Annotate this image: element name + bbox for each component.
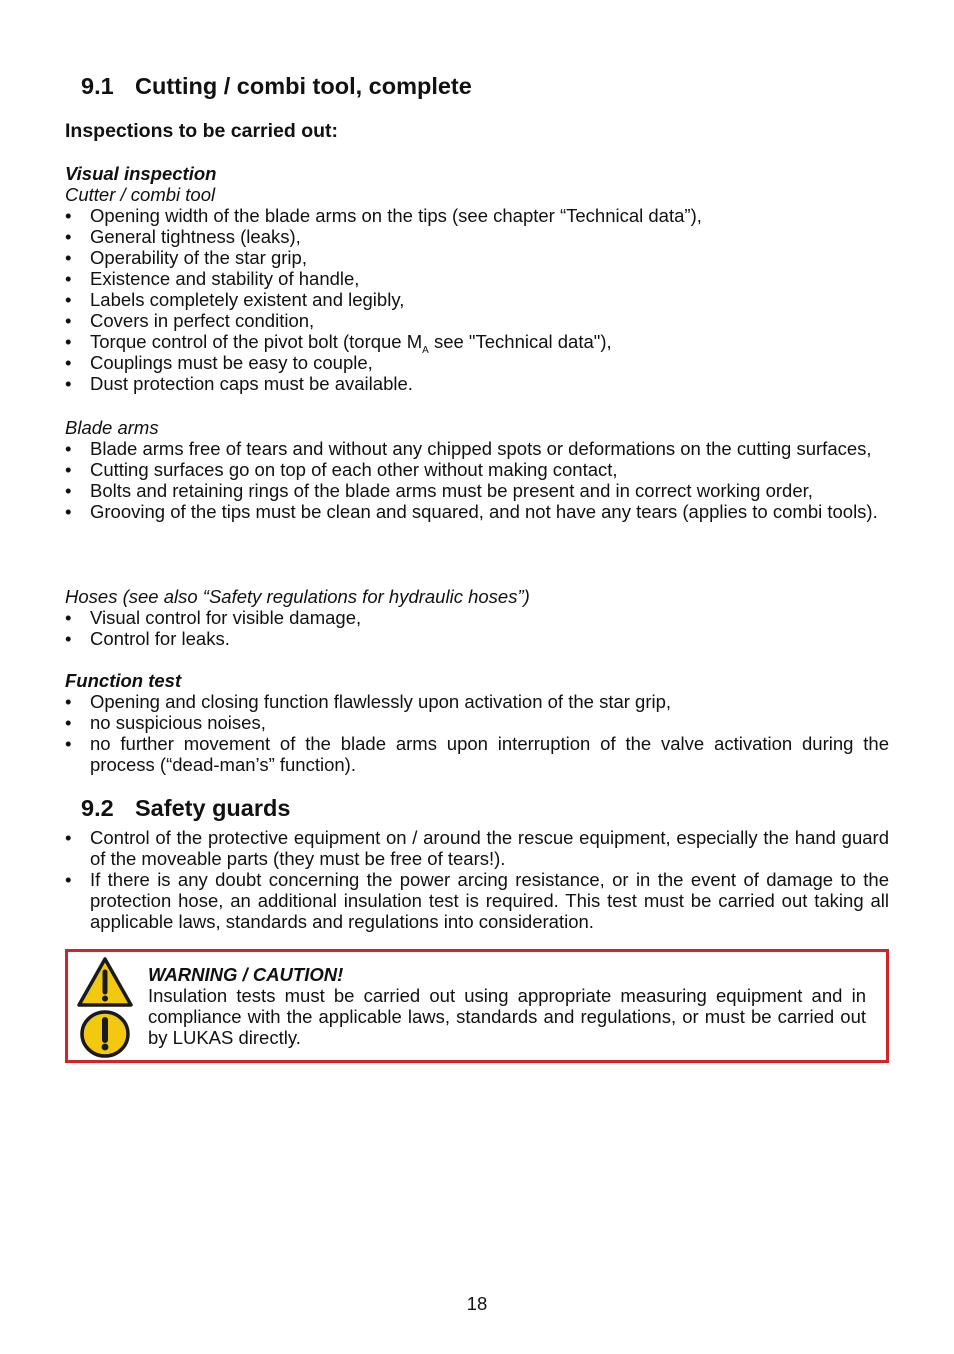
torque-suffix: see "Technical data"), bbox=[428, 331, 612, 352]
page-number: 18 bbox=[466, 1293, 488, 1314]
caution-exclamation-icon bbox=[79, 1010, 131, 1058]
warning-body: Insulation tests must be carried out using appropriate measuring equipment and in compliance with the applicable laws, standards and regulations, or must be carried out by LUKAS directly. bbox=[148, 985, 866, 1048]
visual-inspection-block bbox=[65, 163, 889, 394]
list-item: • Cutting surfaces go on top of each other without making contact, bbox=[65, 459, 889, 480]
list-item: • Opening width of the blade arms on the tips (see chapter “Technical data”), bbox=[65, 205, 889, 226]
list-item: • Opening and closing function flawlessly upon activation of the star grip, bbox=[65, 691, 889, 712]
section-number: 9.1 bbox=[81, 73, 114, 99]
list-item: • General tightness (leaks), bbox=[65, 226, 889, 247]
cutter-subtitle: Cutter / combi tool bbox=[65, 184, 216, 205]
list-item: • Dust protection caps must be available. bbox=[65, 373, 889, 394]
list-item: • Blade arms free of tears and without any chipped spots or deformations on the cutting surfaces, bbox=[65, 438, 889, 459]
warning-triangle-icon bbox=[76, 956, 134, 1008]
torque-subscript: A bbox=[422, 345, 429, 356]
list-item: • Covers in perfect condition, bbox=[65, 310, 889, 331]
section-title-text: Cutting / combi tool, complete bbox=[135, 73, 472, 99]
hoses-title: Hoses (see also “Safety regulations for hydraulic hoses”) bbox=[65, 586, 530, 607]
blade-arms-list bbox=[65, 438, 889, 522]
section-9-2-title bbox=[81, 795, 290, 822]
safety-guards-list bbox=[65, 827, 889, 932]
warning-title: WARNING / CAUTION! bbox=[148, 964, 344, 985]
list-item: • no suspicious noises, bbox=[65, 712, 889, 733]
list-item: • Grooving of the tips must be clean and squared, and not have any tears (applies to combi tools). bbox=[65, 501, 889, 522]
list-item: • Visual control for visible damage, bbox=[65, 607, 889, 628]
list-item: • no further movement of the blade arms upon interruption of the valve activation during the process (“dead-man’s” function). bbox=[65, 733, 889, 775]
list-item: • Labels completely existent and legibly, bbox=[65, 289, 889, 310]
list-item: • Couplings must be easy to couple, bbox=[65, 352, 889, 373]
section-9-1-title bbox=[81, 73, 472, 100]
list-item: • If there is any doubt concerning the power arcing resistance, or in the event of damage to the protection hose, an additional insulation test is required. This test must be carried out taking all applicable laws, standards and regulations into consideration. bbox=[65, 869, 889, 932]
inspections-heading: Inspections to be carried out: bbox=[65, 120, 339, 142]
warning-text-block bbox=[148, 964, 866, 1048]
section-title-text: Safety guards bbox=[135, 795, 291, 821]
function-test-title: Function test bbox=[65, 670, 182, 691]
list-item: • Operability of the star grip, bbox=[65, 247, 889, 268]
list-item-torque bbox=[65, 331, 889, 356]
list-item: • Control for leaks. bbox=[65, 628, 889, 649]
blade-arms-title: Blade arms bbox=[65, 417, 159, 438]
list-item: • Existence and stability of handle, bbox=[65, 268, 889, 289]
warning-box bbox=[65, 949, 889, 1063]
function-test-block bbox=[65, 670, 889, 775]
hoses-list bbox=[65, 607, 889, 649]
list-item: • Bolts and retaining rings of the blade arms must be present and in correct working order, bbox=[65, 480, 889, 501]
safety-guards-block bbox=[65, 827, 889, 932]
function-test-list bbox=[65, 691, 889, 775]
visual-inspection-list bbox=[65, 205, 889, 394]
section-number: 9.2 bbox=[81, 795, 114, 821]
torque-text: Torque control of the pivot bolt (torque M bbox=[90, 331, 423, 352]
hoses-block bbox=[65, 586, 889, 649]
list-item: • Control of the protective equipment on / around the rescue equipment, especially the hand guard of the moveable parts (they must be free of tears!). bbox=[65, 827, 889, 869]
blade-arms-block bbox=[65, 417, 889, 522]
visual-inspection-title: Visual inspection bbox=[65, 163, 217, 184]
